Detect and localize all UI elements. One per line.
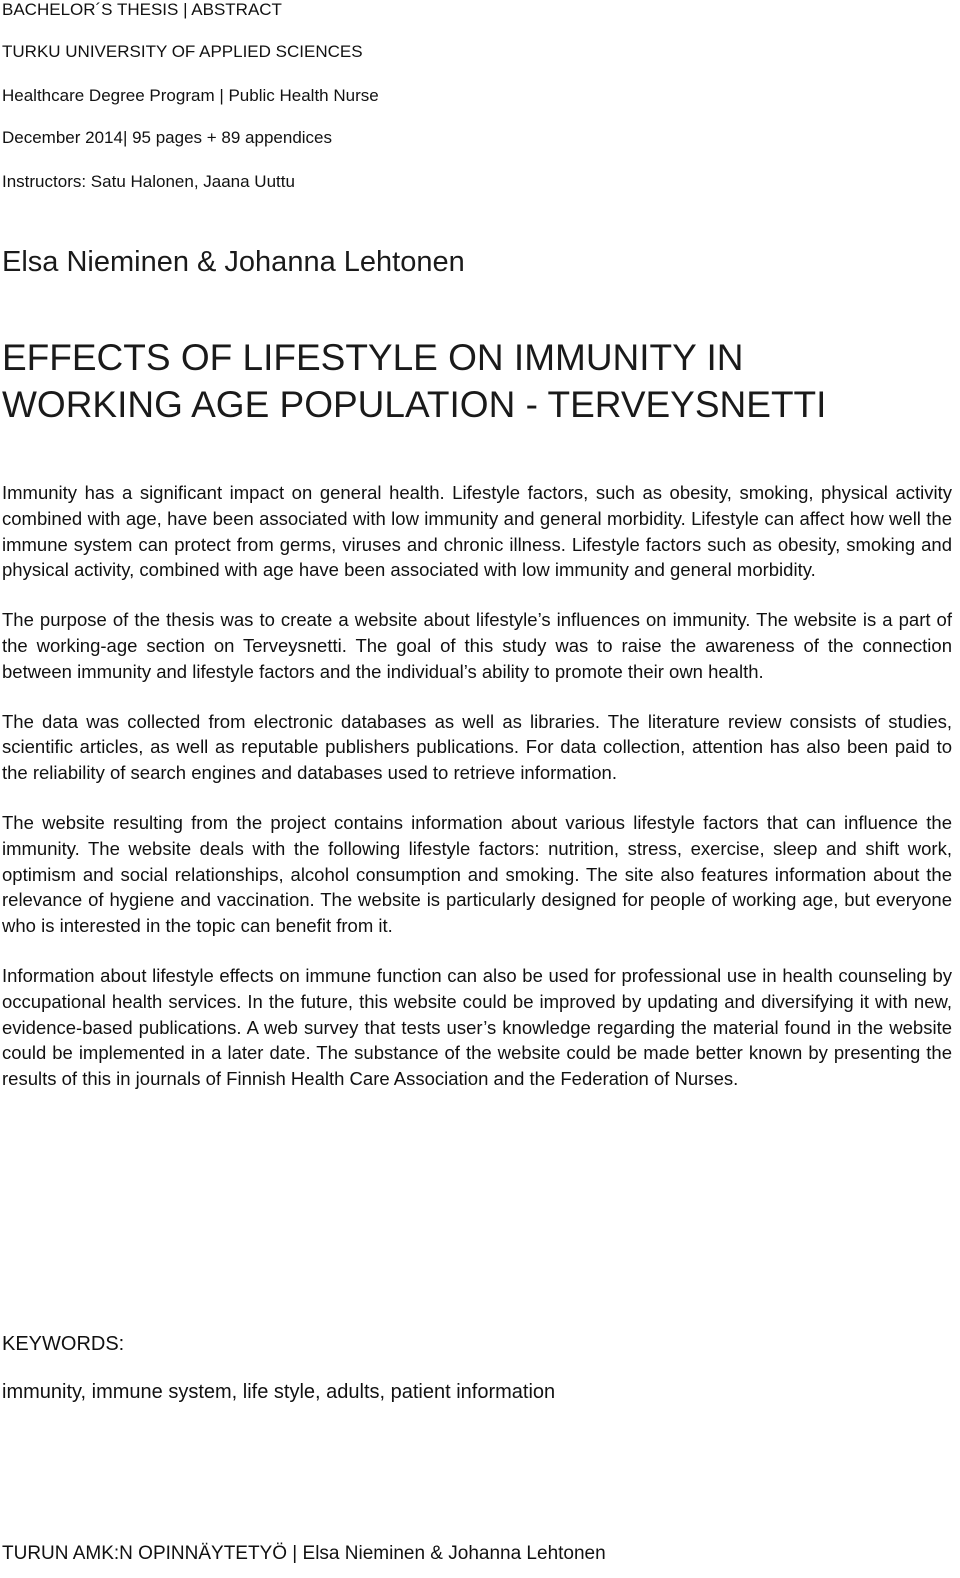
abstract-paragraph: The data was collected from electronic databases as well as libraries. The literature review consists of studies, scientific articles, as well as reputable publishers publications. For data collection, attention has also been paid to the reliability of search engines and databases used to retrieve information. xyxy=(2,710,952,784)
keywords-list: immunity, immune system, life style, adults, patient information xyxy=(2,1381,556,1403)
thesis-title-line-2: WORKING AGE POPULATION - TERVEYSNETTI xyxy=(2,384,827,425)
thesis-abstract-page xyxy=(2,0,952,1578)
abstract-paragraph: The purpose of the thesis was to create a website about lifestyle’s influences on immunity. The website is a part of the working-age section on Terveysnetti. The goal of this study was to raise the awareness of the connection between immunity and lifestyle factors and the individual’s ability to promote their own health. xyxy=(2,609,952,682)
degree-program: Healthcare Degree Program | Public Health Nurse xyxy=(2,86,379,105)
page-footer: TURUN AMK:N OPINNÄYTETYÖ | Elsa Nieminen & Johanna Lehtonen xyxy=(2,1543,606,1564)
date-and-pages: December 2014| 95 pages + 89 appendices xyxy=(2,128,333,147)
abstract-paragraph: Immunity has a significant impact on general health. Lifestyle factors, such as obesity, smoking, physical activity combined with age, have been associated with low immunity and general morbidity. Lifestyle can affect how well the immune system can protect from germs, viruses and chronic illness. Lifestyle factors such as obesity, smoking and physical activity, combined with age have been associated with low immunity and general morbidity. xyxy=(2,482,952,581)
abstract-paragraph: Information about lifestyle effects on immune function can also be used for professional use in health counseling by occupational health services. In the future, this website could be improved by updating and diversifying it with new, evidence-based publications. A web survey that tests user’s knowledge regarding the material found in the website could be implemented in a later date. The substance of the website could be made better known by presenting the results of this in journals of Finnish Health Care Association and the Federation of Nurses. xyxy=(2,964,952,1090)
thesis-title xyxy=(2,334,826,428)
authors: Elsa Nieminen & Johanna Lehtonen xyxy=(2,246,465,278)
instructors: Instructors: Satu Halonen, Jaana Uuttu xyxy=(2,172,295,191)
institution: TURKU UNIVERSITY OF APPLIED SCIENCES xyxy=(2,42,363,61)
abstract-body xyxy=(2,480,952,1116)
abstract-paragraph: The website resulting from the project contains information about various lifestyle factors that can influence the immunity. The website deals with the following lifestyle factors: nutrition, stress, exercise, sleep and shift work, optimism and social relationships, alcohol consumption and smoking. The site also features information about the relevance of hygiene and vaccination. The website is particularly designed for people of working age, but everyone who is interested in the topic can benefit from it. xyxy=(2,811,952,937)
thesis-title-line-1: EFFECTS OF LIFESTYLE ON IMMUNITY IN xyxy=(2,337,744,378)
document-type: BACHELOR´S THESIS | ABSTRACT xyxy=(2,0,282,19)
keywords-label: KEYWORDS: xyxy=(2,1333,125,1355)
